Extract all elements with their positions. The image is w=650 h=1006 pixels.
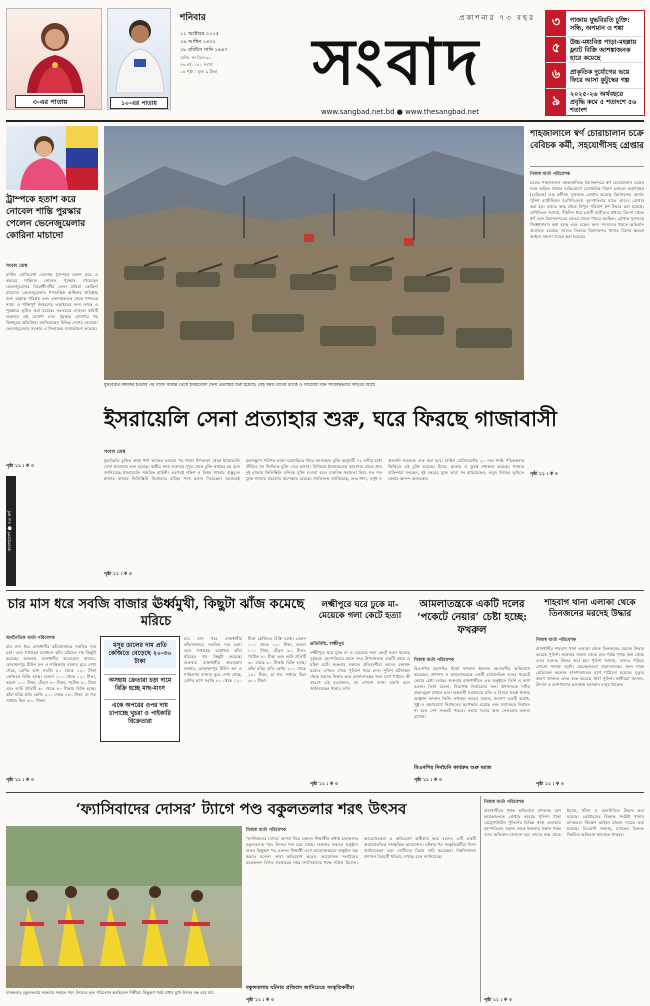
thumb-right-caption[interactable]: ১০-এর পাতায় [110, 97, 168, 109]
teaser-item[interactable] [546, 37, 644, 63]
gold-smuggling-headline[interactable]: শাহজালালে স্বর্ণ চোরাচালান চক্রে বেবিচক কর্মী, সহযোগীসহ গ্রেপ্তার [530, 129, 644, 151]
sharat-byline: নিজস্ব বার্তা পরিবেশক [246, 828, 287, 833]
drug-arrest-story [484, 798, 644, 1002]
shahbagh-body: রাজধানীর শাহবাগ থানা এলাকা থেকে তিনজনের মরদেহ উদ্ধার করেছে পুলিশ। শুক্রবার সকাল থেকে রাত পর্যন্ত পৃথক স্থান থেকে এসব মরদেহ উদ্ধার করা হয়। পুলিশ জানায়, তাদের পরিচয় এখনো শনাক্ত হয়নি। মরদেহগুলো ময়নাতদন্তের জন্য ঢাকা মেডিকেল কলেজ হাসপাতালের মর্গে পাঠানো হয়েছে। মৃত্যুর কারণ জানতে তদন্ত শুরু করেছে থানা পুলিশ। স্থানীয়রা জানান, উদ্যান ও আশপাশের এলাকায় ভাসমান মানুষ থাকেন। [536, 646, 644, 687]
dateline-line: ১৮ রবিউস সানি ১৪৪৭ [180, 47, 228, 53]
right-top-divider [530, 166, 644, 167]
dateline-day: শনিবার [180, 13, 206, 23]
thumb-left-photo [6, 8, 102, 110]
dateline [180, 10, 248, 75]
sharat-continue[interactable]: পৃষ্ঠা ১১ : ক ৩ [246, 998, 274, 1003]
masthead-tagline: প্রকাশনার ৭৩ বছর [459, 14, 535, 22]
sharat-photo [6, 826, 242, 988]
column-divider [480, 796, 481, 1002]
side-strip [6, 476, 16, 586]
sharat-story [246, 826, 476, 1002]
lakshmipur-story [310, 640, 410, 786]
gaza-headline[interactable]: ইসরায়েলি সেনা প্রত্যাহার শুরু, ঘরে ফিরছে গাজাবাসী [104, 406, 557, 431]
lakshmipur-headline[interactable]: লক্ষ্মীপুরে ঘরে ঢুকে মা-মেয়েকে গলা কেটে হত্যা [318, 600, 402, 621]
price-box-title: মসুর ডালের দাম প্রতি কেজিতে বেড়েছে ২০-৩০ টাকা [104, 640, 176, 668]
woman-portrait-icon [7, 9, 102, 93]
shahbagh-byline: নিজস্ব বার্তা পরিবেশক [536, 638, 577, 643]
tanks-convoy-icon [104, 126, 524, 380]
sharat-body: ‘ফ্যাসিবাদের দোসর’ আখ্যা দিয়ে একদল শিক্ষার্থীর বাধায় চারুকলার বকুলতলায় শরৎ উৎসব পণ্ড হয়ে গেছে। শুক্রবার সকালে অনুষ্ঠান শুরুর কিছুক্ষণ পর একদল শিক্ষার্থী এসে আয়োজকদের অনুষ্ঠান বন্ধ করতে বলেন। তারা অভিযোগ করেন, আয়োজক সংগঠনের কয়েকজন বিগত সরকারের সময় ফ্যাসিবাদের পক্ষে সক্রিয় ছিলেন। আয়োজকেরা এ অভিযোগ অস্বীকার করে বলেন, এটি একটি অরাজনৈতিক সাংস্কৃতিক আয়োজন। ঘটনার পর সংস্কৃতিকর্মীরা নিন্দা জানিয়েছেন এবং দোষীদের বিচার দাবি করেছেন। বিশ্ববিদ্যালয় প্রশাসন বিষয়টি খতিয়ে দেখছে বলে জানিয়েছে। [246, 836, 476, 865]
nobel-body: মার্কিন প্রেসিডেন্ট ডোনাল্ড ট্রাম্পকে হতাশ করে এ বছরের শান্তিতে নোবেল পুরস্কার পেয়েছেন ভেনেজুয়েলার বিরোধীদলীয় নেতা মারিয়া কোরিনা মাচাদো। ভেনেজুয়েলায় গণতান্ত্রিক অধিকার প্রতিষ্ঠার জন্য অক্লান্ত পরিশ্রম এবং একনায়কতন্ত্র থেকে গণতন্ত্রে ন্যায্য ও শান্তিপূর্ণ উত্তরণের লড়াইয়ের জন্য তাকে এ পুরস্কারে ভূষিত করা হয়েছে। নরওয়ের নোবেল কমিটি শুক্রবার এই ঘোষণা দেয়। পুরস্কার ঘোষণার পর বিশ্বজুড়ে প্রতিক্রিয়া জানিয়েছেন বিভিন্ন দেশের নেতারা। ভেনেজুয়েলার সরকার এ সিদ্ধান্তের সমালোচনা করেছে। [6, 272, 98, 331]
thumb-left-caption[interactable]: ৩-এর পাতায় [15, 95, 85, 108]
dateline-line: ১৬ পৃষ্ঠা : মূল্য ৯ টাকা [180, 69, 218, 74]
dateline-line: ৭৬ বর্ষ, ১৮১ সংখ্যা [180, 62, 214, 67]
main-photo [104, 126, 524, 380]
gaza-body: যুদ্ধবিরতি চুক্তির প্রথম ধাপ কার্যকর হওয়ার পর গাজা উপত্যকা থেকে ইসরায়েলি সেনা প্রত্যাহার শুরু হয়েছে। স্থানীয় সময় শুক্রবার দুপুর থেকে চুক্তি কার্যকর হয় বলে জানিয়েছে ইসরায়েলি সামরিক বাহিনী। এরপরই দক্ষিণ ও উত্তর গাজায় বাস্তুচ্যুত হাজার হাজার ফিলিস্তিনি নিজেদের বাড়ির পথে রওনা দিয়েছেন। অনেকেই ধ্বংসস্তূপে পরিণত হওয়া ঘরবাড়িতে ফিরে আসছেন। চুক্তি অনুযায়ী ৭২ ঘণ্টার মধ্যে জীবিত সব জিম্মিকে মুক্তি দেবে হামাস। বিনিময়ে ইসরায়েলের কারাগার থেকে প্রায় দুই হাজার ফিলিস্তিনি বন্দিকে মুক্তি দেওয়া হবে। মানবিক সহায়তা নিয়ে শত শত ট্রাক গাজায় প্রবেশের অপেক্ষায় রয়েছে। জাতিসংঘ জানিয়েছে, দ্রুত খাদ্য, ওষুধ ও জ্বালানি সরবরাহ শুরু করা হবে। মার্কিন প্রেসিডেন্টের ২০ দফা শান্তি পরিকল্পনার ভিত্তিতে এই চুক্তি হয়েছে। মিসর, কাতার ও তুরস্ক মধ্যস্থতা করেছে। গাজার বাসিন্দারা বলছেন, দুই বছরের যুদ্ধে তারা সব হারিয়েছেন, তবুও নিজের ভূমিতে ফেরার আনন্দ অন্যরকম। [104, 458, 524, 481]
gold-smuggling-continue[interactable]: পৃষ্ঠা ১১ : ক ৩ [530, 472, 558, 477]
teaser-item[interactable] [546, 89, 644, 115]
sharat-utsav-headline[interactable]: ‘ফ্যাসিবাদের দোসর’ ট্যাগে পণ্ড বকুলতলার শরৎ উৎসব [75, 800, 407, 818]
gold-smuggling-body: হযরত শাহজালাল আন্তর্জাতিক বিমানবন্দরে স্বর্ণ চোরাচালান চক্রের সঙ্গে জড়িত থাকার অভিযোগে বেসামরিক বিমান চলাচল কর্তৃপক্ষের (বেবিচক) এক কর্মীসহ দুজনকে গ্রেপ্তার করেছে বিমানবন্দর আর্মড পুলিশ ব্যাটালিয়ন (এপিবিএন)। বৃহস্পতিবার রাতে তাদের গ্রেপ্তার করা হয়। তাদের কাছ থেকে বিপুল পরিমাণ স্বর্ণ উদ্ধার করা হয়েছে। এপিবিএন জানায়, দীর্ঘদিন ধরে চক্রটি যাত্রীদের মাধ্যমে বিদেশ থেকে স্বর্ণ এনে বিমানবন্দরের ভেতর থেকে পাচার করছিল। গ্রেপ্তার দুজনকে জিজ্ঞাসাবাদ করা হচ্ছে এবং চক্রের অন্য সদস্যদের ধরতে অভিযান অব্যাহত রয়েছে। তাদের বিরুদ্ধে বিমানবন্দর থানায় বিশেষ ক্ষমতা আইনে মামলা দায়ের করা হয়েছে। [530, 180, 644, 239]
fakhrul-subhead: বিএনপির নির্বাচনি কার্যক্রম শুরু আজ [414, 765, 492, 771]
gaza-byline: সংবাদ ডেস্ক [104, 450, 126, 455]
vegetables-body-cont [184, 636, 306, 786]
vegetables-continue[interactable]: পৃষ্ঠা ১১ : ক ৩ [6, 778, 34, 783]
vegetables-headline[interactable]: চার মাস ধরে সবজি বাজার ঊর্ধ্বমুখী, কিছুটা ঝাঁজ কমেছে মরিচে [7, 597, 305, 629]
shahbagh-story [536, 636, 644, 786]
masthead-title[interactable]: সংবাদ [312, 25, 483, 100]
fakhrul-body: বিএনপির মহাসচিব মির্জা ফখরুল ইসলাম আলমগীর অভিযোগ করেছেন, প্রশাসন ও আমলাতন্ত্রকে একটি রাজনৈতিক দলের পকেটে নেয়ার চেষ্টা চলছে। শুক্রবার রাজধানীতে এক অনুষ্ঠানে তিনি এ কথা বলেন। তিনি বলেন, নিরপেক্ষ নির্বাচনের জন্য প্রশাসনকে দলীয় প্রভাবমুক্ত রাখতে হবে। অন্তর্বর্তী সরকারের প্রতি এ বিষয়ে সতর্ক থাকার আহ্বান জানান তিনি। ফখরুল আরও বলেন, জনগণ একটি অবাধ, সুষ্ঠু ও গ্রহণযোগ্য নির্বাচনের অপেক্ষায় রয়েছে এবং যথাসময়ে নির্বাচন না হলে দেশ সংকটে পড়বে। সভায় দলের অন্য নেতারাও বক্তব্য রাখেন। [414, 666, 530, 719]
sharat-subhead: বকুলতলায় ঘটনার প্রতিবাদ জানিয়েছে সংস্কৃতিকর্মীরা [246, 985, 354, 991]
dateline-line: ১১ অক্টোবর ২০২৫ [180, 31, 220, 37]
masthead-divider [6, 120, 644, 122]
section-divider [6, 792, 644, 793]
nobel-byline: সংবাদ ডেস্ক [6, 264, 28, 269]
drug-arrest-body: রাজধানীতে পৃথক অভিযানে মাদকসহ বেশ কয়েকজনকে গ্রেপ্তার করেছে পুলিশ। ঢাকা মেট্রোপলিটন পুলিশের বিভিন্ন থানা এলাকায় বৃহস্পতিবার সকাল থেকে শুক্রবার সকাল পর্যন্ত এসব অভিযান চালানো হয়। তাদের কাছ থেকে ইয়াবা, গাঁজা ও ফেনসিডিল উদ্ধার করা হয়েছে। গ্রেপ্তারদের বিরুদ্ধে সংশ্লিষ্ট থানায় মাদকদ্রব্য নিয়ন্ত্রণ আইনে মামলা দায়ের করা হয়েছে। ডিএমপি জানায়, মাদকের বিরুদ্ধে নিয়মিত অভিযান অব্যাহত থাকবে। [484, 808, 644, 837]
price-box-sub1: অসহায় ক্রেতারা চড়া দামে বিক্রি হচ্ছে মাছ-মাংস [104, 674, 176, 695]
fakhrul-continue[interactable]: পৃষ্ঠা ১১ : ক ৩ [414, 778, 442, 783]
thumb-right-photo [107, 8, 171, 110]
dancers-icon [6, 826, 242, 988]
sharat-photo-caption: চারুকলার বকুলতলায় শুক্রবার সকালে শরৎ উৎসবে নৃত্য পরিবেশন করছিলেন শিল্পীরা। কিছুক্ষণ পরই বাধার মুখে উৎসব বন্ধ হয়ে যায় [6, 990, 214, 995]
gaza-story [104, 448, 524, 576]
teaser-text: উচ্চ-মধ্যবিত্ত পাড়া-মহল্লায় ফ্ল্যাট বিক্রি আশঙ্কাজনক হারে কমেছে [570, 37, 637, 62]
vegetables-body: চার মাস ধরে রাজধানীর কাঁচাবাজারে সবজির দাম চড়া। তবে সপ্তাহের ব্যবধানে কাঁচা মরিচের দাম কিছুটা কমেছে। শুক্রবার রাজধানীর কারওয়ান বাজার, মোহাম্মদপুর টাউন হল ও শান্তিনগর বাজার ঘুরে দেখা গেছে, বেশির ভাগ সবজি ৮০ থেকে ১২০ টাকা কেজিতে বিক্রি হচ্ছে। বেগুন ১০০ থেকে ১২০ টাকা, করলা ১০০ টাকা, ঢেঁড়স ৮০ টাকা, পটোল ৮০ টাকা এবং লাউ প্রতিটি ৬০ থেকে ৮০ টাকায় বিক্রি হচ্ছে। কাঁচা মরিচ প্রতি কেজি ২০০ থেকে ২৪০ টাকা, যা গত সপ্তাহে ছিল ৩০০ টাকা। [6, 644, 96, 703]
fakhrul-byline: নিজস্ব বার্তা পরিবেশক [414, 658, 455, 663]
side-strip-text: বাংলাদেশ ● ৭৬ বর্ষ [7, 510, 13, 552]
shahbagh-headline[interactable]: শাহবাগ থানা এলাকা থেকে তিনজনের মরদেহ উদ্ধার [544, 598, 636, 619]
speaker-portrait-icon [6, 126, 98, 190]
teaser-number: ৫ [546, 37, 566, 62]
main-photo-caption: যুদ্ধবিরতি কার্যকর হওয়ার পর গাজা সীমান্ত থেকে ইসরায়েলি সেনা প্রত্যাহার শুরু হয়েছে। সেই সময় তাদের ট্যাংক ও সাঁজোয়া যান সারিবদ্ধভাবে দাঁড়িয়ে আছে [104, 383, 375, 388]
man-portrait-icon [108, 9, 171, 93]
teaser-number: ৬ [546, 63, 566, 88]
teaser-text: ২০২৫-২৬ অর্থবছরে প্রবৃদ্ধি কমে ৫ শতাংশে ৫৬ শতাংশ [570, 90, 637, 114]
nobel-continue[interactable]: পৃষ্ঠা ১১ : ক ৩ [6, 464, 34, 469]
teaser-text: গাজায় যুদ্ধবিরতি চুক্তি: সন্ধি, অপমান ও শঙ্কা [570, 15, 630, 32]
dateline-line: রেজি. নং ডিএ-৯১ [180, 55, 212, 60]
price-box-sub2: একে অপরের ওপর দায় চাপাচ্ছে খুচরা ও পাইকারি বিক্রেতারা [104, 699, 176, 728]
teaser-box [545, 10, 645, 116]
fakhrul-story [414, 656, 530, 786]
nobel-photo [6, 126, 98, 190]
masthead-websites[interactable]: www.sangbad.net.bd ● www.thesangbad.net [320, 108, 480, 116]
shahbagh-continue[interactable]: পৃষ্ঠা ১১ : ক ৩ [536, 782, 564, 787]
vegetables-body-cont-text: চার মাস ধরে রাজধানীর কাঁচাবাজারে সবজির দাম চড়া। তবে সপ্তাহের ব্যবধানে কাঁচা মরিচের দাম কিছুটা কমেছে। শুক্রবার রাজধানীর কারওয়ান বাজার, মোহাম্মদপুর টাউন হল ও শান্তিনগর বাজার ঘুরে দেখা গেছে, বেশির ভাগ সবজি ৮০ থেকে ১২০ টাকা কেজিতে বিক্রি হচ্ছে। বেগুন ১০০ থেকে ১২০ টাকা, করলা ১০০ টাকা, ঢেঁড়স ৮০ টাকা, পটোল ৮০ টাকা এবং লাউ প্রতিটি ৬০ থেকে ৮০ টাকায় বিক্রি হচ্ছে। কাঁচা মরিচ প্রতি কেজি ২০০ থেকে ২৪০ টাকা, যা গত সপ্তাহে ছিল ৩০০ টাকা। [184, 636, 306, 683]
nobel-story [6, 262, 98, 470]
teaser-number: ৯ [546, 89, 566, 115]
vegetables-story [6, 634, 96, 782]
gaza-continue[interactable]: পৃষ্ঠা ১১ : ক ৩ [104, 572, 132, 577]
gold-smuggling-byline: নিজস্ব বার্তা পরিবেশক [530, 172, 571, 177]
lakshmipur-body: লক্ষ্মীপুরে ঘরে ঢুকে মা ও মেয়েকে গলা কেটে হত্যা করেছে দুর্বৃত্তরা। বৃহস্পতিবার রাতে সদর উপজেলার একটি গ্রামে এ ঘটনা ঘটে। শুক্রবার সকালে প্রতিবেশীরা তাদের রক্তাক্ত মরদেহ দেখতে পেয়ে পুলিশে খবর দেন। পুলিশ ঘটনাস্থল থেকে মরদেহ উদ্ধার করে ময়নাতদন্তের জন্য মর্গে পাঠায়। কী কারণে এই হত্যাকাণ্ড, তা এখনো জানা যায়নি বলে জানিয়েছেন থানার ওসি। [310, 650, 410, 691]
fakhrul-headline[interactable]: আমলাতন্ত্রকে একটি দলের ‘পকেটে নেয়ার’ চেষ্টা হচ্ছে: ফখরুল [417, 599, 527, 636]
teaser-text: প্রাকৃতিক দুর্যোগের ভয়ে ফিরে আসা কুটুম্বের গল্প [570, 67, 630, 84]
dateline-line: ২৬ আশ্বিন ১৪৩২ [180, 39, 216, 45]
price-box [100, 636, 180, 742]
drug-arrest-byline: নিজস্ব বার্তা পরিবেশক [484, 800, 525, 805]
nobel-headline[interactable]: ট্রাম্পকে হতাশ করে নোবেল শান্তি পুরস্কার পেলেন ভেনেজুয়েলার কোরিনা মাচাদো [6, 195, 86, 241]
drug-arrest-continue[interactable]: পৃষ্ঠা ১১ : ক ৩ [484, 998, 512, 1003]
lakshmipur-continue[interactable]: পৃষ্ঠা ১১ : ক ৩ [310, 782, 338, 787]
vegetables-byline: অর্থনৈতিক বার্তা পরিবেশক [6, 636, 55, 641]
section-divider [6, 590, 644, 591]
teaser-item[interactable] [546, 63, 644, 89]
teaser-item[interactable] [546, 11, 644, 37]
lakshmipur-byline: প্রতিনিধি, লক্ষ্মীপুর [310, 642, 344, 647]
teaser-number: ৩ [546, 11, 566, 36]
